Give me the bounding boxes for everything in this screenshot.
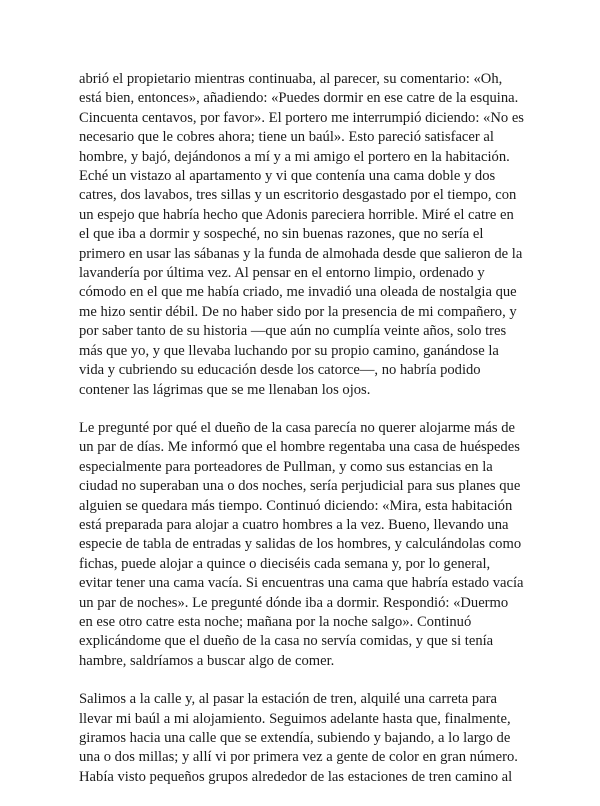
text-line: especie de tabla de entradas y salidas de los hombres, y calculándolas como: [79, 536, 522, 553]
text-line: un par de días. Me informó que el hombre regentaba una casa de huéspedes: [79, 439, 520, 456]
text-line: hambre, saldríamos a buscar algo de comer.: [79, 652, 335, 669]
text-line: está preparada para alojar a cuatro hombres a la vez. Bueno, llevando una: [79, 516, 509, 533]
text-line: especialmente para porteadores de Pullman, y como sus estancias en la: [79, 458, 493, 475]
text-line: primero en usar las sábanas y la funda de almohada desde que salieron de la: [79, 245, 523, 262]
text-line: abrió el propietario mientras continuaba, al parecer, su comentario: «Oh,: [79, 71, 503, 87]
text-line: ciudad no superaban una o dos noches, sería perjudicial para sus planes que: [79, 478, 521, 495]
text-line: más que yo, y que llevaba luchando por su propio camino, ganándose la: [79, 342, 499, 359]
text-line: el que iba a dormir y sospeché, no sin buenas razones, que no sería el: [79, 226, 484, 243]
text-line: lavandería por última vez. Al pensar en el entorno limpio, ordenado y: [79, 265, 485, 282]
text-line: por saber tanto de su historia —que aún no cumplía veinte años, solo tres: [79, 323, 507, 340]
text-line: llevar mi baúl a mi alojamiento. Seguimos adelante hasta que, finalmente,: [79, 710, 511, 727]
text-line: contener las lágrimas que se me llenaban los ojos.: [79, 381, 371, 398]
text-line: hombre, y bajó, dejándonos a mí y a mi amigo el portero en la habitación.: [79, 148, 510, 165]
text-line: está bien, entonces», añadiendo: «Puedes dormir en ese catre de la esquina.: [79, 90, 519, 107]
document-page: [79, 70, 531, 806]
text-line: Había visto pequeños grupos alrededor de las estaciones de tren camino al: [79, 768, 513, 785]
text-line: fichas, puede alojar a quince o dieciséis cada semana y, por lo general,: [79, 555, 491, 572]
text-line: Salimos a la calle y, al pasar la estación de tren, alquilé una carreta para: [79, 691, 498, 708]
paragraph-2: [79, 419, 531, 671]
text-line: explicándome que el dueño de la casa no servía comidas, y que si tenía: [79, 633, 494, 650]
text-line: Le pregunté por qué el dueño de la casa parecía no querer alojarme más de: [79, 419, 515, 436]
text-line: necesario que le cobres ahora; tiene un baúl». Esto pareció satisfacer al: [79, 129, 494, 146]
text-line: giramos hacia una calle que se extendía, subiendo y bajando, a lo largo de: [79, 730, 511, 746]
text-line: Eché un vistazo al apartamento y vi que contenía una cama doble y dos: [79, 168, 496, 185]
text-line: me hizo sentir débil. De no haber sido por la presencia de mi compañero, y: [79, 303, 517, 320]
text-line: vida y cubriendo su educación desde los catorce—, no habría podido: [79, 362, 481, 379]
text-line: cómodo en el que me había criado, me invadió una oleada de nostalgia que: [79, 284, 517, 301]
text-line: evitar tener una cama vacía. Si encuentras una cama que habría estado vacía: [79, 575, 524, 592]
text-line: en ese otro catre esta noche; mañana por la noche salgo». Continuó: [79, 613, 472, 630]
paragraph-1: [79, 70, 531, 400]
text-line: un espejo que habría hecho que Adonis pareciera horrible. Miré el catre en: [79, 206, 514, 223]
paragraph-3: [79, 690, 531, 787]
text-line: Cincuenta centavos, por favor». El portero me interrumpió diciendo: «No es: [79, 109, 524, 126]
text-line: una o dos millas; y allí vi por primera vez a gente de color en gran número.: [79, 749, 518, 766]
text-line: catres, dos lavabos, tres sillas y un escritorio desgastado por el tiempo, con: [79, 187, 517, 204]
text-line: un par de noches». Le pregunté dónde iba a dormir. Respondió: «Duermo: [79, 594, 509, 611]
text-line: alguien se quedara más tiempo. Continuó diciendo: «Mira, esta habitación: [79, 497, 513, 514]
